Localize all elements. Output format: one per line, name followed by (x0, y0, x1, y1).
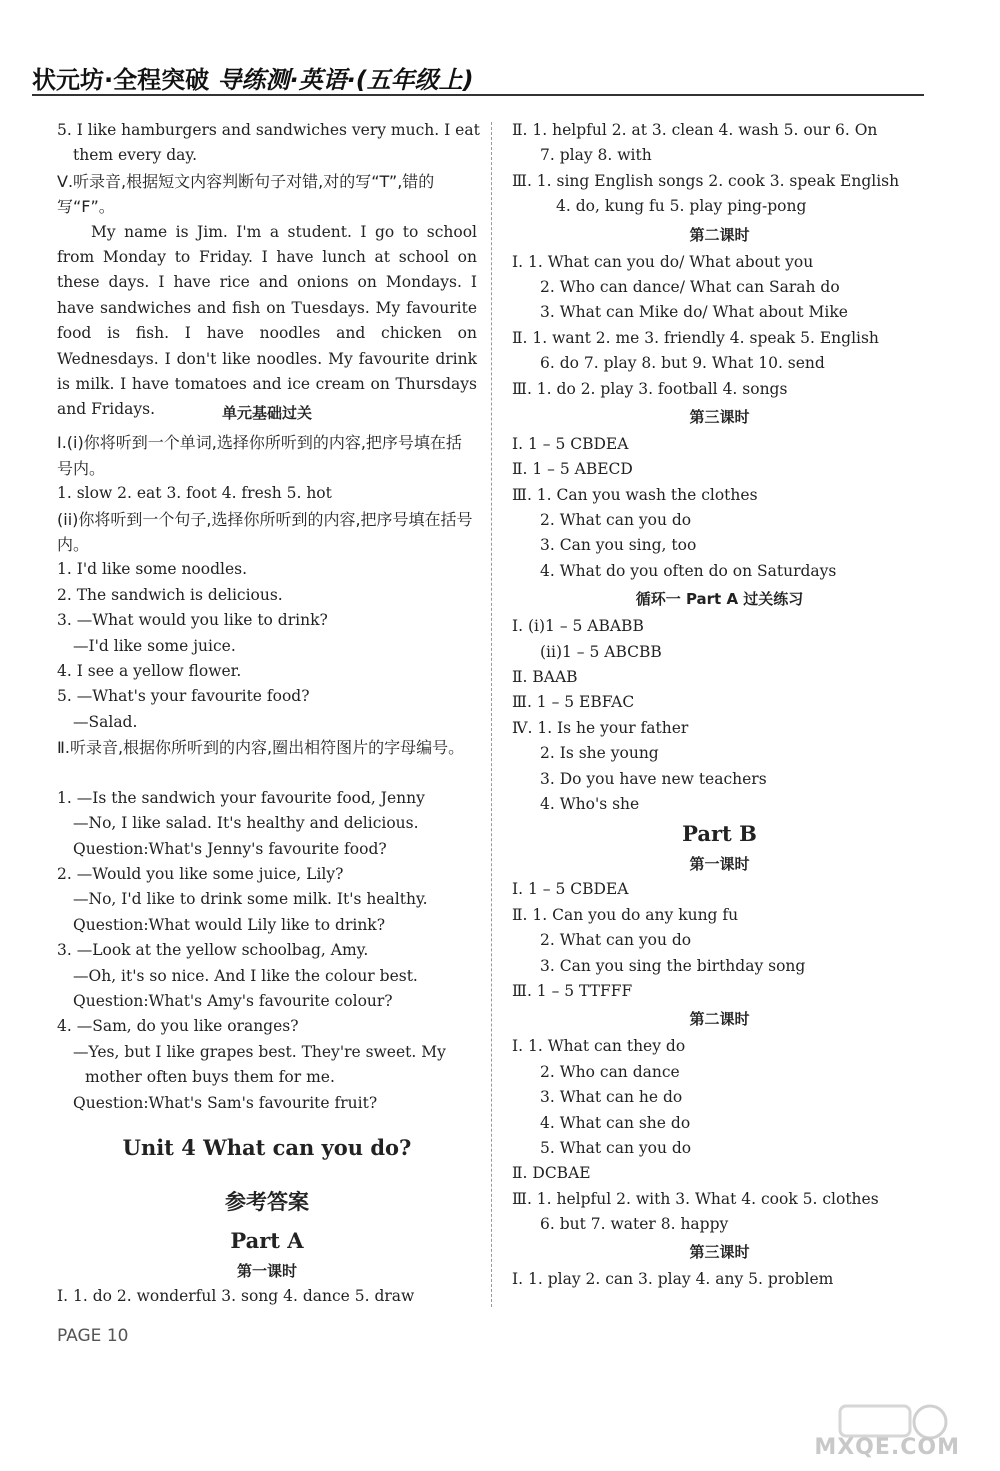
text-line: 2. The sandwich is delicious. (57, 585, 283, 604)
text-line: 4. do, kung fu 5. play ping-pong (556, 197, 807, 216)
text-line: Ⅰ. 1. What can they do (512, 1037, 686, 1056)
unit-basic-heading: 单元基础过关 (221, 404, 312, 423)
left-column (57, 118, 480, 1309)
text-line: —No, I'd like to drink some milk. It's healthy. (73, 890, 428, 909)
text-line: 7. play 8. with (540, 146, 652, 165)
section-1ii-title: (ii)你将听到一个句子,选择你所听到的内容,把序号填在括号内。 (57, 509, 473, 554)
right-column (512, 118, 927, 1293)
text-line: Ⅳ. 1. Is he your father (512, 718, 689, 737)
text-line: Ⅰ. (i)1 – 5 ABABB (512, 617, 644, 636)
text-line: —Salad. (73, 712, 138, 731)
text-line: —No, I like salad. It's healthy and delicious. (73, 814, 419, 833)
unit-title: Unit 4 What can you do? (122, 1134, 412, 1160)
watermark-text: MXQE.COM (814, 1435, 960, 1460)
lesson-heading: 第二课时 (689, 225, 750, 244)
text-line: —Oh, it's so nice. And I like the colour best. (73, 966, 418, 985)
page-header (32, 58, 924, 96)
header-brand (32, 60, 474, 95)
text-line: Ⅱ. 1. Can you do any kung fu (512, 905, 739, 924)
lesson-heading: 第一课时 (689, 855, 750, 874)
part-b-title: Part B (682, 821, 757, 847)
text-line: 6. but 7. water 8. happy (540, 1215, 729, 1234)
section-5-title: Ⅴ.听录音,根据短文内容判断句子对错,对的写“T”,错的写“F”。 (57, 171, 435, 217)
text-line: Ⅲ. 1 – 5 TTFFF (512, 981, 633, 1000)
text-line: 4. —Sam, do you like oranges? (57, 1017, 299, 1036)
text-line: Ⅲ. 1. sing English songs 2. cook 3. speak English (512, 171, 900, 190)
text-line: Ⅱ. DCBAE (512, 1164, 591, 1183)
text-line: 2. Who can dance (540, 1062, 680, 1081)
text-line: 2. What can you do (540, 511, 692, 530)
text-line: 3. —Look at the yellow schoolbag, Amy. (57, 941, 369, 960)
lesson-heading: 第一课时 (236, 1261, 297, 1280)
text-line: 3. What can Mike do/ What about Mike (540, 303, 848, 322)
part-a-title: Part A (230, 1227, 304, 1253)
text-line: 2. Who can dance/ What can Sarah do (540, 277, 840, 296)
text-line: Ⅱ. 1 – 5 ABECD (512, 460, 633, 479)
cycle-heading: 循环一 Part A 过关练习 (635, 590, 804, 609)
text-line: 4. I see a yellow flower. (57, 661, 242, 680)
text-line: Question:What would Lily like to drink? (73, 915, 385, 934)
text-line: 3. Can you sing, too (540, 536, 697, 555)
text-line: 6. do 7. play 8. but 9. What 10. send (540, 354, 825, 373)
text-line: 3. Can you sing the birthday song (540, 956, 806, 975)
answers-title: 参考答案 (225, 1189, 309, 1214)
text-line: Ⅱ. 1. helpful 2. at 3. clean 4. wash 5. our 6. On (512, 121, 878, 139)
page-number: PAGE 10 (57, 1326, 129, 1346)
text-line: 3. —What would you like to drink? (57, 611, 328, 630)
text-line: 5. What can you do (540, 1138, 692, 1157)
section-2-title: Ⅱ.听录音,根据你所听到的内容,圈出相符图片的字母编号。 (57, 738, 465, 758)
text-line: Ⅲ. 1. helpful 2. with 3. What 4. cook 5. clothes (512, 1189, 879, 1208)
text-line: 5. I like hamburgers and sandwiches very much. I eat (57, 121, 480, 139)
text-line: Ⅰ. 1. What can you do/ What about you (512, 252, 814, 271)
text-line: Question:What's Jenny's favourite food? (73, 839, 387, 858)
text-line: 4. What do you often do on Saturdays (540, 561, 837, 580)
text-line: 3. What can he do (540, 1088, 683, 1107)
text-line: Ⅲ. 1. do 2. play 3. football 4. songs (512, 379, 788, 398)
listening-passage: My name is Jim. I'm a student. I go to school from Monday to Friday. I have lunch at school on these days. I have rice and onions on Mondays. I have sandwiches and fish on Tuesdays. My favourite food is fish. I have noodles and chicken on Wednesdays. I don't like noodles. My favourite drink is milk. I have tomatoes and ice cream on Thursdays and Fridays. (57, 222, 477, 419)
text-line: Ⅰ. 1 – 5 CBDEA (512, 880, 629, 899)
text-line: 4. Who's she (540, 794, 640, 813)
text-line: 2. Is she young (540, 744, 659, 763)
watermark-logo (730, 1400, 960, 1460)
text-line: Ⅰ. 1. do 2. wonderful 3. song 4. dance 5. draw (57, 1286, 415, 1305)
brand-name: 状元坊·全程突破 (32, 66, 210, 94)
text-line: them every day. (73, 146, 197, 165)
text-line: Ⅲ. 1 – 5 EBFAC (512, 693, 635, 712)
section-1i-title: Ⅰ.(i)你将听到一个单词,选择你所听到的内容,把序号填在括号内。 (57, 433, 462, 478)
text-line: Question:What's Sam's favourite fruit? (73, 1093, 378, 1112)
header-subtitle: 导练测·英语·(五年级上) (217, 66, 474, 94)
text-line: 4. What can she do (540, 1113, 691, 1132)
text-line: Question:What's Amy's favourite colour? (73, 992, 393, 1011)
text-line: Ⅰ. 1 – 5 CBDEA (512, 434, 629, 453)
text-line: 2. —Would you like some juice, Lily? (57, 865, 344, 884)
word-list: 1. slow 2. eat 3. foot 4. fresh 5. hot (57, 484, 332, 503)
text-line: mother often buys them for me. (85, 1068, 335, 1087)
lesson-heading: 第二课时 (689, 1010, 750, 1029)
text-line: 2. What can you do (540, 931, 692, 950)
column-divider (491, 122, 492, 1307)
text-line: Ⅱ. BAAB (512, 668, 578, 687)
text-line: 1. I'd like some noodles. (57, 560, 248, 579)
text-line: Ⅲ. 1. Can you wash the clothes (512, 485, 758, 504)
text-line: —Yes, but I like grapes best. They're sweet. My (73, 1042, 446, 1061)
text-line: 3. Do you have new teachers (540, 769, 767, 788)
text-line: 5. —What's your favourite food? (57, 687, 310, 706)
lesson-heading: 第三课时 (689, 407, 750, 426)
text-line: —I'd like some juice. (73, 636, 236, 655)
lesson-heading: 第三课时 (689, 1243, 750, 1262)
text-line: 1. —Is the sandwich your favourite food, Jenny (57, 788, 425, 807)
text-line: Ⅰ. 1. play 2. can 3. play 4. any 5. problem (512, 1270, 834, 1289)
text-line: (ii)1 – 5 ABCBB (540, 642, 662, 661)
text-line: Ⅱ. 1. want 2. me 3. friendly 4. speak 5. English (512, 328, 879, 347)
